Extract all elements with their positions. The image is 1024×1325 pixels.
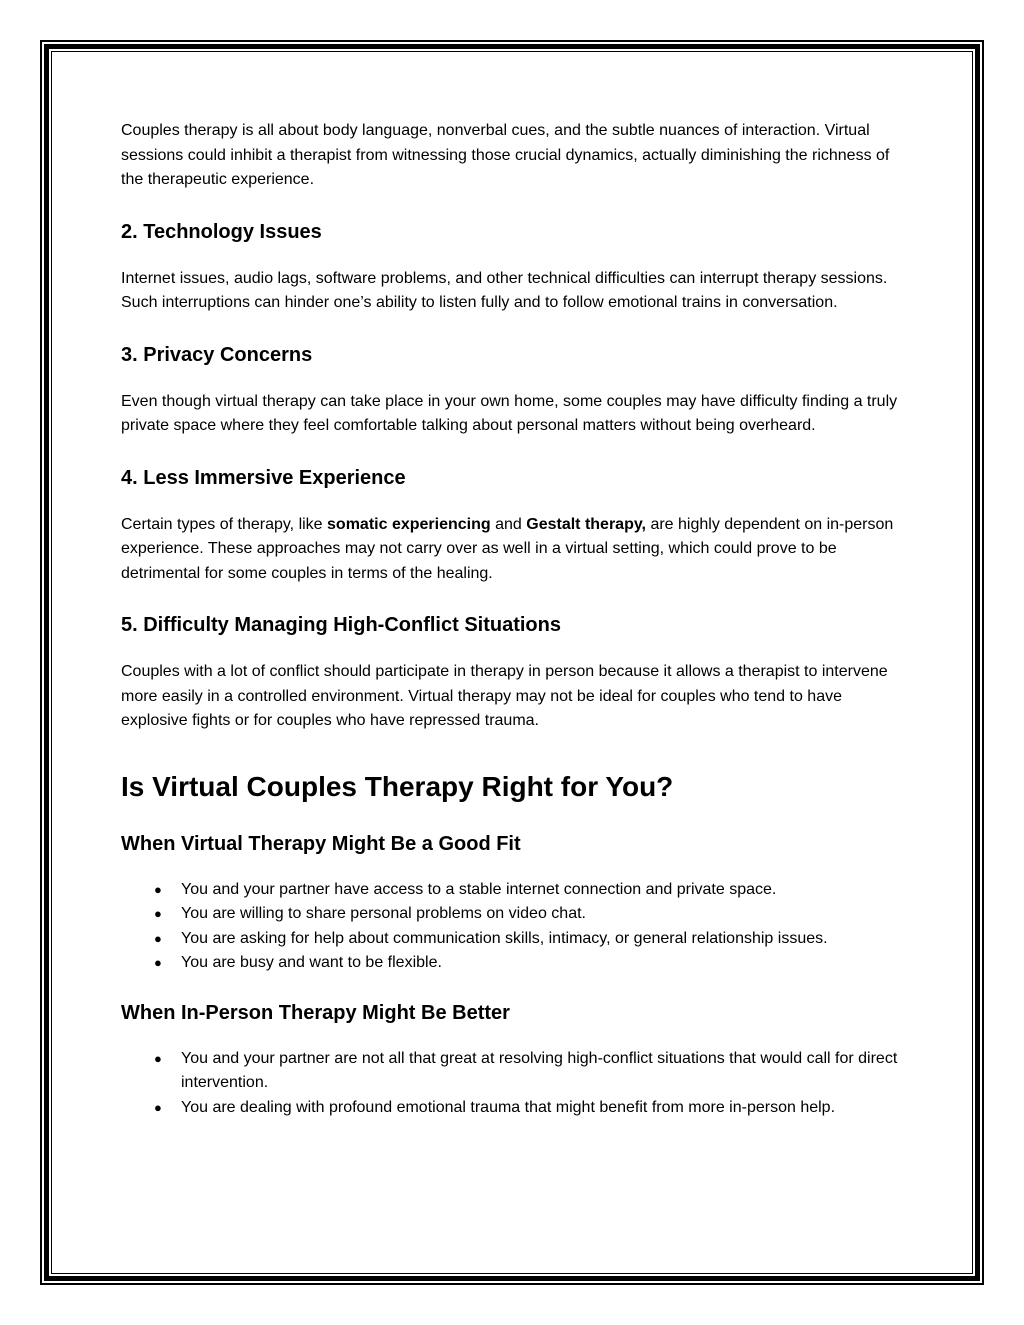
- section-heading-immersive: 4. Less Immersive Experience: [121, 466, 406, 489]
- list-item: [121, 878, 911, 903]
- immersive-bold-gestalt: Gestalt therapy,: [526, 515, 646, 533]
- bullet-icon: ●: [154, 930, 162, 946]
- immersive-text-a: Certain types of therapy, like: [121, 515, 328, 533]
- section-body-immersive: [121, 513, 911, 587]
- list-item: [121, 1047, 911, 1096]
- bullet-icon: ●: [154, 1050, 162, 1066]
- section-heading-high-conflict: 5. Difficulty Managing High-Conflict Situations: [121, 614, 561, 636]
- intro-paragraph: Couples therapy is all about body language, nonverbal cues, and the subtle nuances of interaction. Virtual sessions could inhibit a therapist from witnessing those crucial dynamics, actually diminishing the richness of the therapeutic experience.: [121, 122, 890, 188]
- section-body-technology: Internet issues, audio lags, software problems, and other technical difficulties can interrupt therapy sessions. Such interruptions can hinder one’s ability to listen fully and to follow emotional trains in conversation.: [121, 269, 888, 311]
- section-heading-technology: 2. Technology Issues: [121, 220, 322, 243]
- good-fit-heading: When Virtual Therapy Might Be a Good Fit: [121, 832, 521, 855]
- list-item: [121, 1096, 911, 1121]
- list-item: [121, 902, 911, 927]
- immersive-bold-somatic: somatic experiencing: [327, 515, 491, 533]
- good-fit-list: [121, 878, 911, 976]
- list-item-text: You are asking for help about communication skills, intimacy, or general relationship issues.: [181, 929, 828, 947]
- section-body-privacy: Even though virtual therapy can take place in your own home, some couples may have difficulty finding a truly private space where they feel comfortable talking about personal matters without being overheard.: [121, 392, 898, 434]
- bullet-icon: ●: [154, 955, 162, 970]
- document-body: [121, 119, 911, 1120]
- section-heading-privacy: 3. Privacy Concerns: [121, 343, 313, 366]
- immersive-text-e: are highly dependent on in-person experience. These approaches may not carry over as well in a virtual setting, which could prove to be detrimental for some couples in terms of the healing.: [121, 515, 894, 582]
- main-heading: Is Virtual Couples Therapy Right for You?: [121, 770, 674, 802]
- list-item-text: You and your partner have access to a stable internet connection and private space.: [181, 880, 777, 898]
- in-person-heading: When In-Person Therapy Might Be Better: [121, 1001, 510, 1024]
- immersive-text-c: and: [490, 515, 527, 533]
- list-item-text: You are willing to share personal problems on video chat.: [181, 905, 586, 922]
- list-item-text: You are busy and want to be flexible.: [181, 954, 442, 971]
- bullet-icon: ●: [154, 1099, 162, 1115]
- list-item: [121, 951, 911, 976]
- bullet-icon: ●: [154, 881, 162, 897]
- list-item: [121, 927, 911, 952]
- list-item-text: You are dealing with profound emotional trauma that might benefit from more in-person help.: [181, 1098, 836, 1116]
- section-body-high-conflict: Couples with a lot of conflict should participate in therapy in person because it allows a therapist to intervene more easily in a controlled environment. Virtual therapy may not be ideal for couples who tend to have explosive fights or for couples who have repressed trauma.: [121, 663, 888, 729]
- bullet-icon: ●: [154, 906, 162, 921]
- list-item-text: You and your partner are not all that great at resolving high-conflict situations that would call for direct intervention.: [181, 1049, 898, 1091]
- in-person-list: [121, 1047, 911, 1121]
